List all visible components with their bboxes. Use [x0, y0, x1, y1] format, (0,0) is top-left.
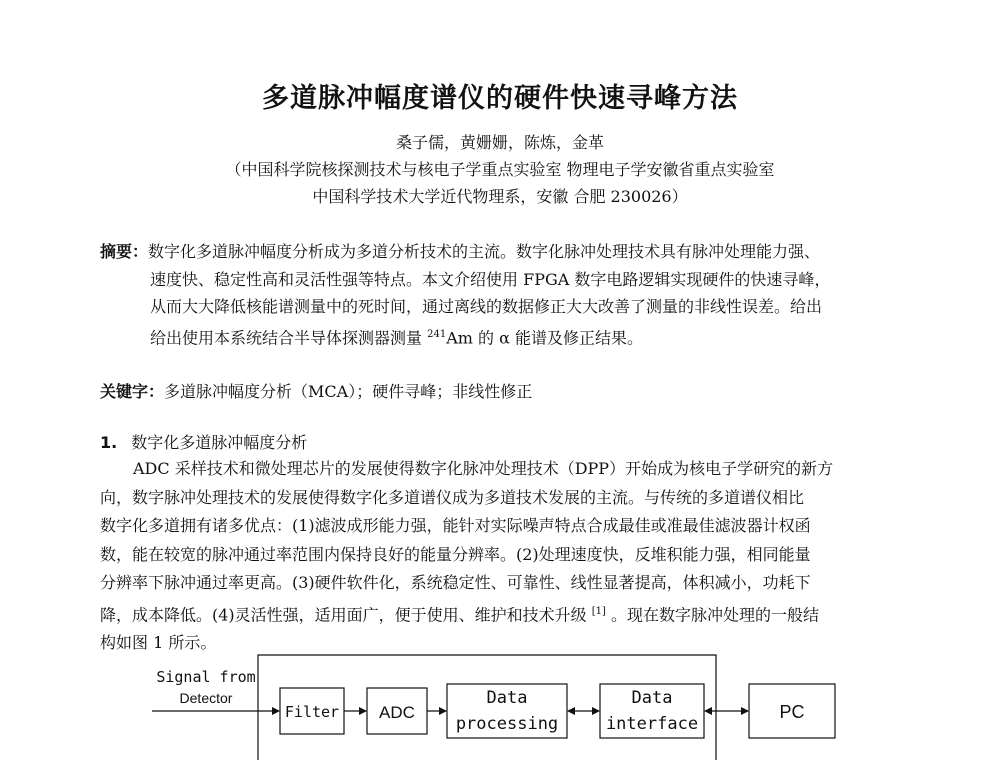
data-processing-label-2: processing [455, 714, 559, 734]
body-line-7: 构如图 1 所示。 [100, 633, 217, 653]
affiliation-line-1: （中国科学院核探测技术与核电子学重点实验室 物理电子学安徽省重点实验室 [225, 160, 775, 179]
keywords-text: 多道脉冲幅度分析（MCA）；硬件寻峰；非线性修正 [164, 382, 533, 401]
body-line-6-tail: 。现在数字脉冲处理的一般结 [605, 604, 820, 624]
signal-label-line-2: Detector [179, 690, 233, 706]
data-processing-label-1: Data [486, 688, 528, 708]
abstract-label: 摘要： [100, 242, 149, 261]
section-1-title: 数字化多道脉冲幅度分析 [131, 433, 308, 452]
author-list: 桑子儒，黄姗姗，陈炼，金革 [395, 133, 604, 152]
body-line-2: 向，数字脉冲处理技术的发展使得数字化多道谱仪成为多道技术发展的主流。与传统的多道谱仪相比 [100, 487, 805, 507]
abstract-line-2: 速度快、稳定性高和灵活性强等特点。本文介绍使用 FPGA 数字电路逻辑实现硬件的快速寻峰， [150, 269, 831, 289]
isotope-mass-number: 241 [427, 328, 447, 340]
body-line-6-text: 降，成本降低。(4)灵活性强，适用面广，便于使用、维护和技术升级 [100, 604, 592, 624]
section-1-number: 1. [100, 433, 118, 452]
data-interface-label-1: Data [631, 688, 673, 708]
affiliation-line-2: 中国科学技术大学近代物理系，安徽 合肥 230026） [312, 187, 688, 206]
pc-label: PC [779, 702, 805, 722]
abstract-text-4-tail: Am 的 α 能谱及修正结果。 [446, 327, 643, 347]
citation-ref-1: [1] [591, 605, 606, 617]
body-line-1: ADC 采样技术和微处理芯片的发展使得数字化脉冲处理技术（DPP）开始成为核电子学研究的新方 [133, 459, 834, 478]
body-line-3: 数字化多道拥有诸多优点：(1)滤波成形能力强，能针对实际噪声特点合成最佳或准最佳滤波器计权函 [100, 516, 811, 535]
abstract-text-1: 数字化多道脉冲幅度分析成为多道分析技术的主流。数字化脉冲处理技术具有脉冲处理能力强、 [148, 242, 821, 261]
adc-label: ADC [379, 703, 415, 722]
body-line-5: 分辨率下脉冲通过率更高。(3)硬件软件化，系统稳定性、可靠性、线性显著提高，体积减小，功耗下 [100, 573, 811, 592]
abstract-line-3: 从而大大降低核能谱测量中的死时间，通过离线的数据修正大大改善了测量的非线性误差。给出 [150, 297, 823, 316]
paper-title: 多道脉冲幅度谱仪的硬件快速寻峰方法 [262, 83, 738, 114]
filter-label: Filter [284, 703, 340, 721]
signal-label-line-1: Signal from [156, 668, 256, 686]
body-line-4: 数，能在较宽的脉冲通过率范围内保持良好的能量分辨率。(2)处理速度快，反堆积能力强，相同能量 [100, 544, 811, 564]
data-interface-label-2: interface [605, 714, 699, 734]
keywords-label: 关键字： [100, 382, 165, 401]
abstract-text-4: 给出使用本系统结合半导体探测器测量 [150, 327, 428, 347]
